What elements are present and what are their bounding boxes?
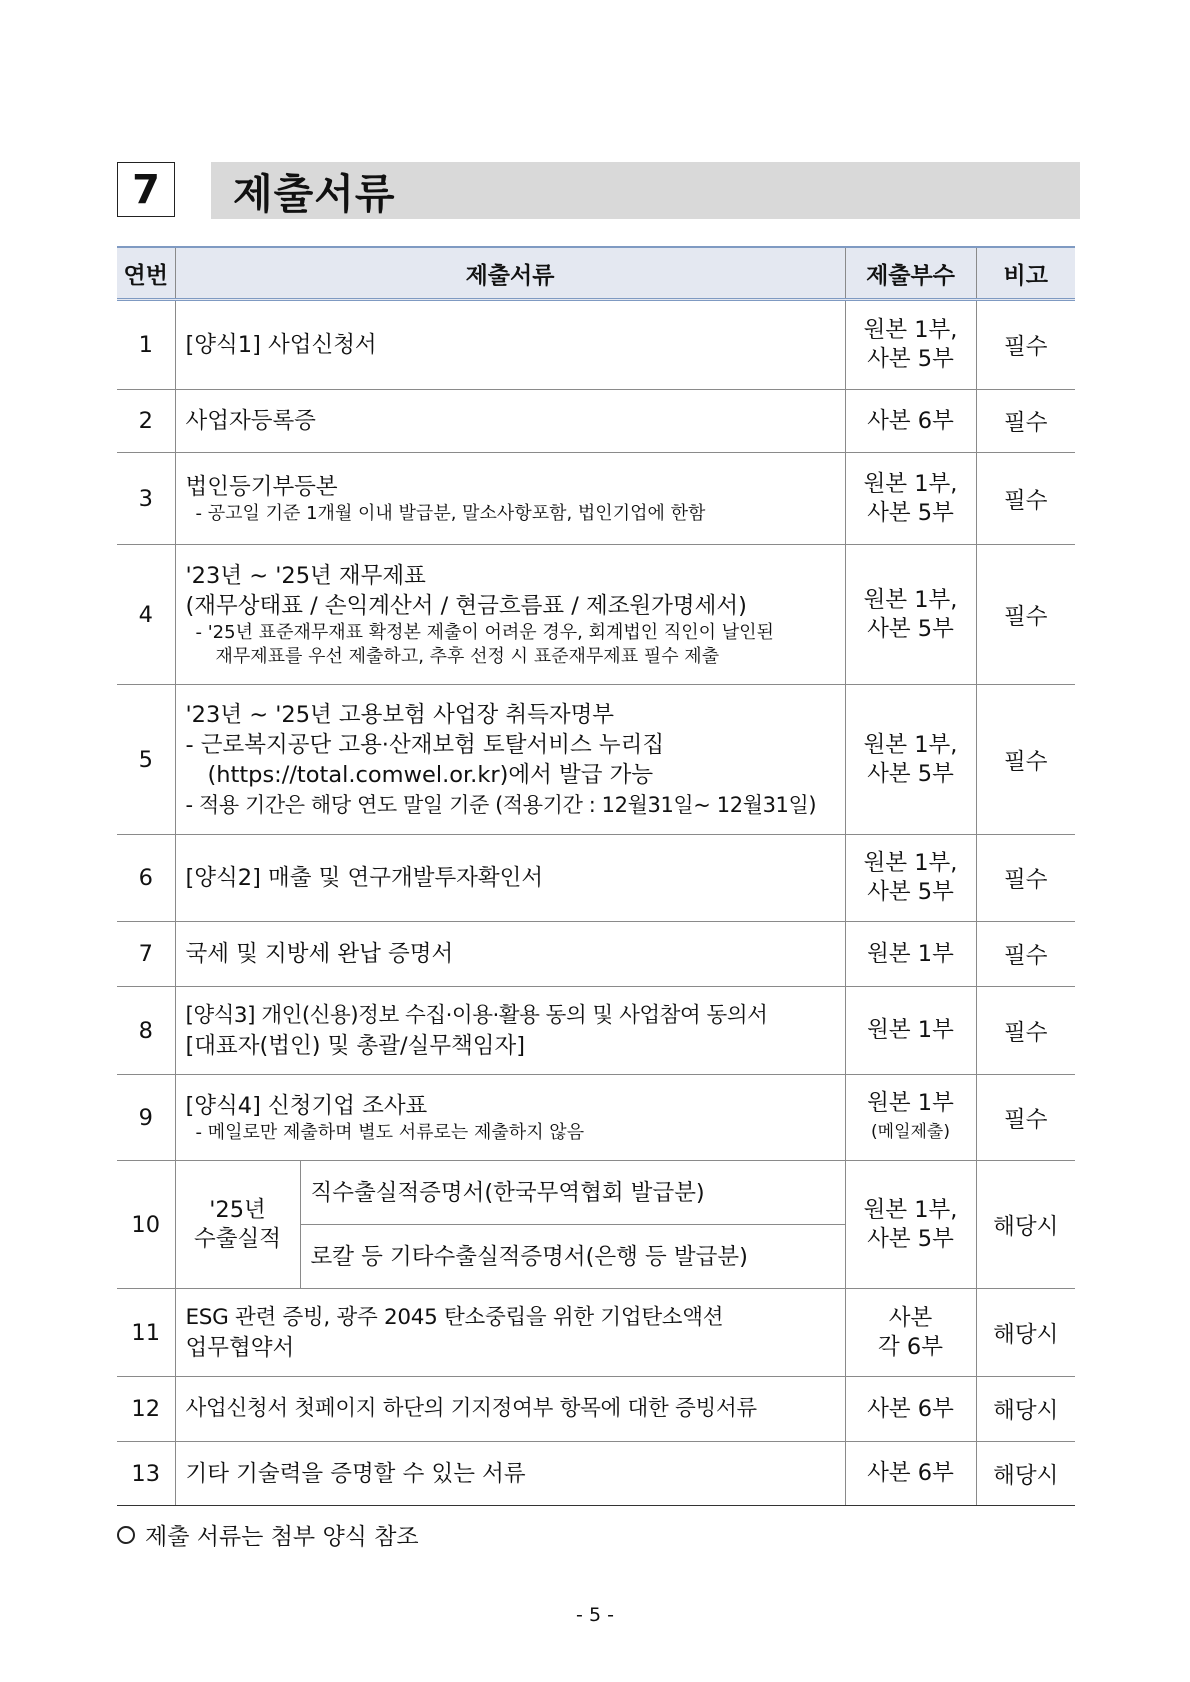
circle-bullet-icon: [117, 1526, 135, 1544]
row-note: 필수: [976, 1075, 1075, 1161]
table-header-row: [117, 247, 1075, 300]
table-row: [117, 835, 1075, 922]
page-number: - 5 -: [576, 1604, 614, 1626]
doc-title: 로칼 등 기타수출실적증명서(은행 등 발급분): [310, 1243, 748, 1270]
doc-title-line2: 업무협약서: [185, 1334, 295, 1361]
row-document: [175, 390, 845, 453]
count-line: 원본 1부,: [863, 586, 958, 613]
row-number: 11: [117, 1289, 175, 1377]
table-row: [117, 300, 1075, 390]
row-count: [845, 390, 976, 453]
row-note: 필수: [976, 922, 1075, 987]
count-line: 각 6부: [878, 1333, 943, 1360]
row-note: 해당시: [976, 1161, 1075, 1289]
count-line: 원본 1부,: [863, 1196, 958, 1223]
row-document: [175, 545, 845, 685]
table-row: [117, 453, 1075, 545]
doc-note: - 메일로만 제출하며 별도 서류로는 제출하지 않음: [195, 1121, 585, 1143]
doc-title: ESG 관련 증빙, 광주 2045 탄소중립을 위한 기업탄소액션: [185, 1304, 724, 1330]
count-line: (메일제출): [871, 1121, 950, 1142]
doc-title: [양식1] 사업신청서: [185, 332, 377, 358]
section-title: 제출서류: [211, 162, 1080, 219]
doc-title: [양식2] 매출 및 연구개발투자확인서: [185, 865, 544, 891]
doc-title-line2: (재무상태표 / 손익계산서 / 현금흐름표 / 제조원가명세서): [185, 592, 747, 619]
row-number: 6: [117, 835, 175, 922]
count-line: 원본 1부,: [863, 731, 958, 758]
row-note: 필수: [976, 453, 1075, 545]
count-line: 원본 1부,: [863, 317, 958, 343]
row-document: [175, 1377, 845, 1442]
doc-line: - 근로복지공단 고용·산재보험 토탈서비스 누리집: [185, 731, 665, 758]
table-row: [117, 545, 1075, 685]
row-document: [175, 1075, 845, 1161]
row-number: 8: [117, 987, 175, 1075]
count-line: 원본 1부: [867, 1089, 954, 1116]
doc-note: - 공고일 기준 1개월 이내 발급분, 말소사항포함, 법인기업에 한함: [195, 502, 706, 524]
footer-note-text: 제출 서류는 첨부 양식 참조: [145, 1524, 419, 1550]
count-line: 사본 5부: [867, 1225, 954, 1252]
row-note: 필수: [976, 390, 1075, 453]
doc-title: 사업신청서 첫페이지 하단의 기지정여부 항목에 대한 증빙서류: [185, 1396, 757, 1421]
row-number: 13: [117, 1442, 175, 1506]
row-number: 4: [117, 545, 175, 685]
row-note: 필수: [976, 987, 1075, 1075]
count-line: 사본 5부: [867, 499, 954, 526]
table-row: [117, 1377, 1075, 1442]
row-number: 12: [117, 1377, 175, 1442]
row-number: 5: [117, 685, 175, 835]
table-row: [117, 1442, 1075, 1506]
row-note: 해당시: [976, 1442, 1075, 1506]
row-note: 필수: [976, 835, 1075, 922]
row-count: [845, 1075, 976, 1161]
table-row: [117, 922, 1075, 987]
doc-title: 직수출실적증명서(한국무역협회 발급분): [310, 1179, 705, 1206]
header-note: 비고: [976, 247, 1075, 300]
count-line: 원본 1부: [867, 1017, 954, 1043]
table-row: [117, 1161, 1075, 1225]
doc-note: 재무제표를 우선 제출하고, 추후 선정 시 표준재무제표 필수 제출: [215, 645, 720, 667]
header-count: 제출부수: [845, 247, 976, 300]
doc-note: - '25년 표준재무재표 확정본 제출이 어려운 경우, 회계법인 직인이 날인된: [195, 621, 774, 643]
table-row: [117, 1075, 1075, 1161]
row-document: [300, 1161, 845, 1225]
doc-title: 국세 및 지방세 완납 증명서: [185, 941, 454, 967]
row-document: [300, 1225, 845, 1289]
row-note: 필수: [976, 545, 1075, 685]
count-line: 사본 6부: [867, 1395, 954, 1422]
row-count: [845, 987, 976, 1075]
row-category: [175, 1161, 300, 1289]
row-number: 10: [117, 1161, 175, 1289]
doc-title-line2: [대표자(법인) 및 총괄/실무책임자]: [185, 1032, 526, 1059]
row-number: 2: [117, 390, 175, 453]
doc-title: 기타 기술력을 증명할 수 있는 서류: [185, 1460, 526, 1487]
row-number: 3: [117, 453, 175, 545]
documents-table: [117, 246, 1075, 1506]
row-count: [845, 685, 976, 835]
count-line: 원본 1부,: [863, 850, 958, 876]
row-count: [845, 835, 976, 922]
doc-title: 법인등기부등본: [185, 473, 338, 500]
table-row: [117, 685, 1075, 835]
category-line: 수출실적: [194, 1225, 281, 1252]
count-line: 원본 1부,: [863, 470, 958, 497]
row-document: [175, 1289, 845, 1377]
row-count: [845, 300, 976, 390]
row-count: [845, 545, 976, 685]
header-no: 연번: [117, 247, 175, 300]
doc-line: - 적용 기간은 해당 연도 말일 기준 (적용기간 : 12월31일~ 12월31일): [185, 792, 817, 817]
row-document: [175, 1442, 845, 1506]
row-count: [845, 1289, 976, 1377]
row-document: [175, 987, 845, 1075]
count-line: 원본 1부: [867, 940, 954, 967]
footer-note: [117, 1518, 419, 1551]
row-count: [845, 1442, 976, 1506]
count-line: 사본 6부: [867, 1460, 954, 1486]
table-row: [117, 390, 1075, 453]
count-line: 사본 6부: [867, 407, 954, 434]
row-number: 1: [117, 300, 175, 390]
count-line: 사본 5부: [867, 879, 954, 905]
count-line: 사본: [888, 1304, 933, 1331]
section-number: 7: [117, 162, 175, 217]
count-line: 사본 5부: [867, 346, 954, 372]
doc-title: '23년 ~ '25년 재무제표: [185, 562, 426, 589]
doc-title: [양식4] 신청기업 조사표: [185, 1092, 428, 1119]
category-line: '25년: [209, 1196, 266, 1223]
row-document: [175, 300, 845, 390]
row-note: 해당시: [976, 1289, 1075, 1377]
row-count: [845, 1377, 976, 1442]
doc-title: '23년 ~ '25년 고용보험 사업장 취득자명부: [185, 701, 615, 728]
table-row: [117, 987, 1075, 1075]
row-count: [845, 1161, 976, 1289]
row-number: 7: [117, 922, 175, 987]
row-note: 필수: [976, 300, 1075, 390]
header-doc: 제출서류: [175, 247, 845, 300]
count-line: 사본 5부: [867, 760, 954, 787]
doc-line: (https://total.comwel.or.kr)에서 발급 가능: [207, 761, 654, 788]
row-document: [175, 835, 845, 922]
table-row: [117, 1289, 1075, 1377]
row-number: 9: [117, 1075, 175, 1161]
row-document: [175, 922, 845, 987]
count-line: 사본 5부: [867, 615, 954, 642]
row-document: [175, 453, 845, 545]
row-note: 해당시: [976, 1377, 1075, 1442]
row-count: [845, 453, 976, 545]
row-count: [845, 922, 976, 987]
doc-title: [양식3] 개인(신용)정보 수집·이용·활용 동의 및 사업참여 동의서: [185, 1002, 768, 1028]
doc-title: 사업자등록증: [185, 408, 316, 434]
row-note: 필수: [976, 685, 1075, 835]
row-document: [175, 685, 845, 835]
